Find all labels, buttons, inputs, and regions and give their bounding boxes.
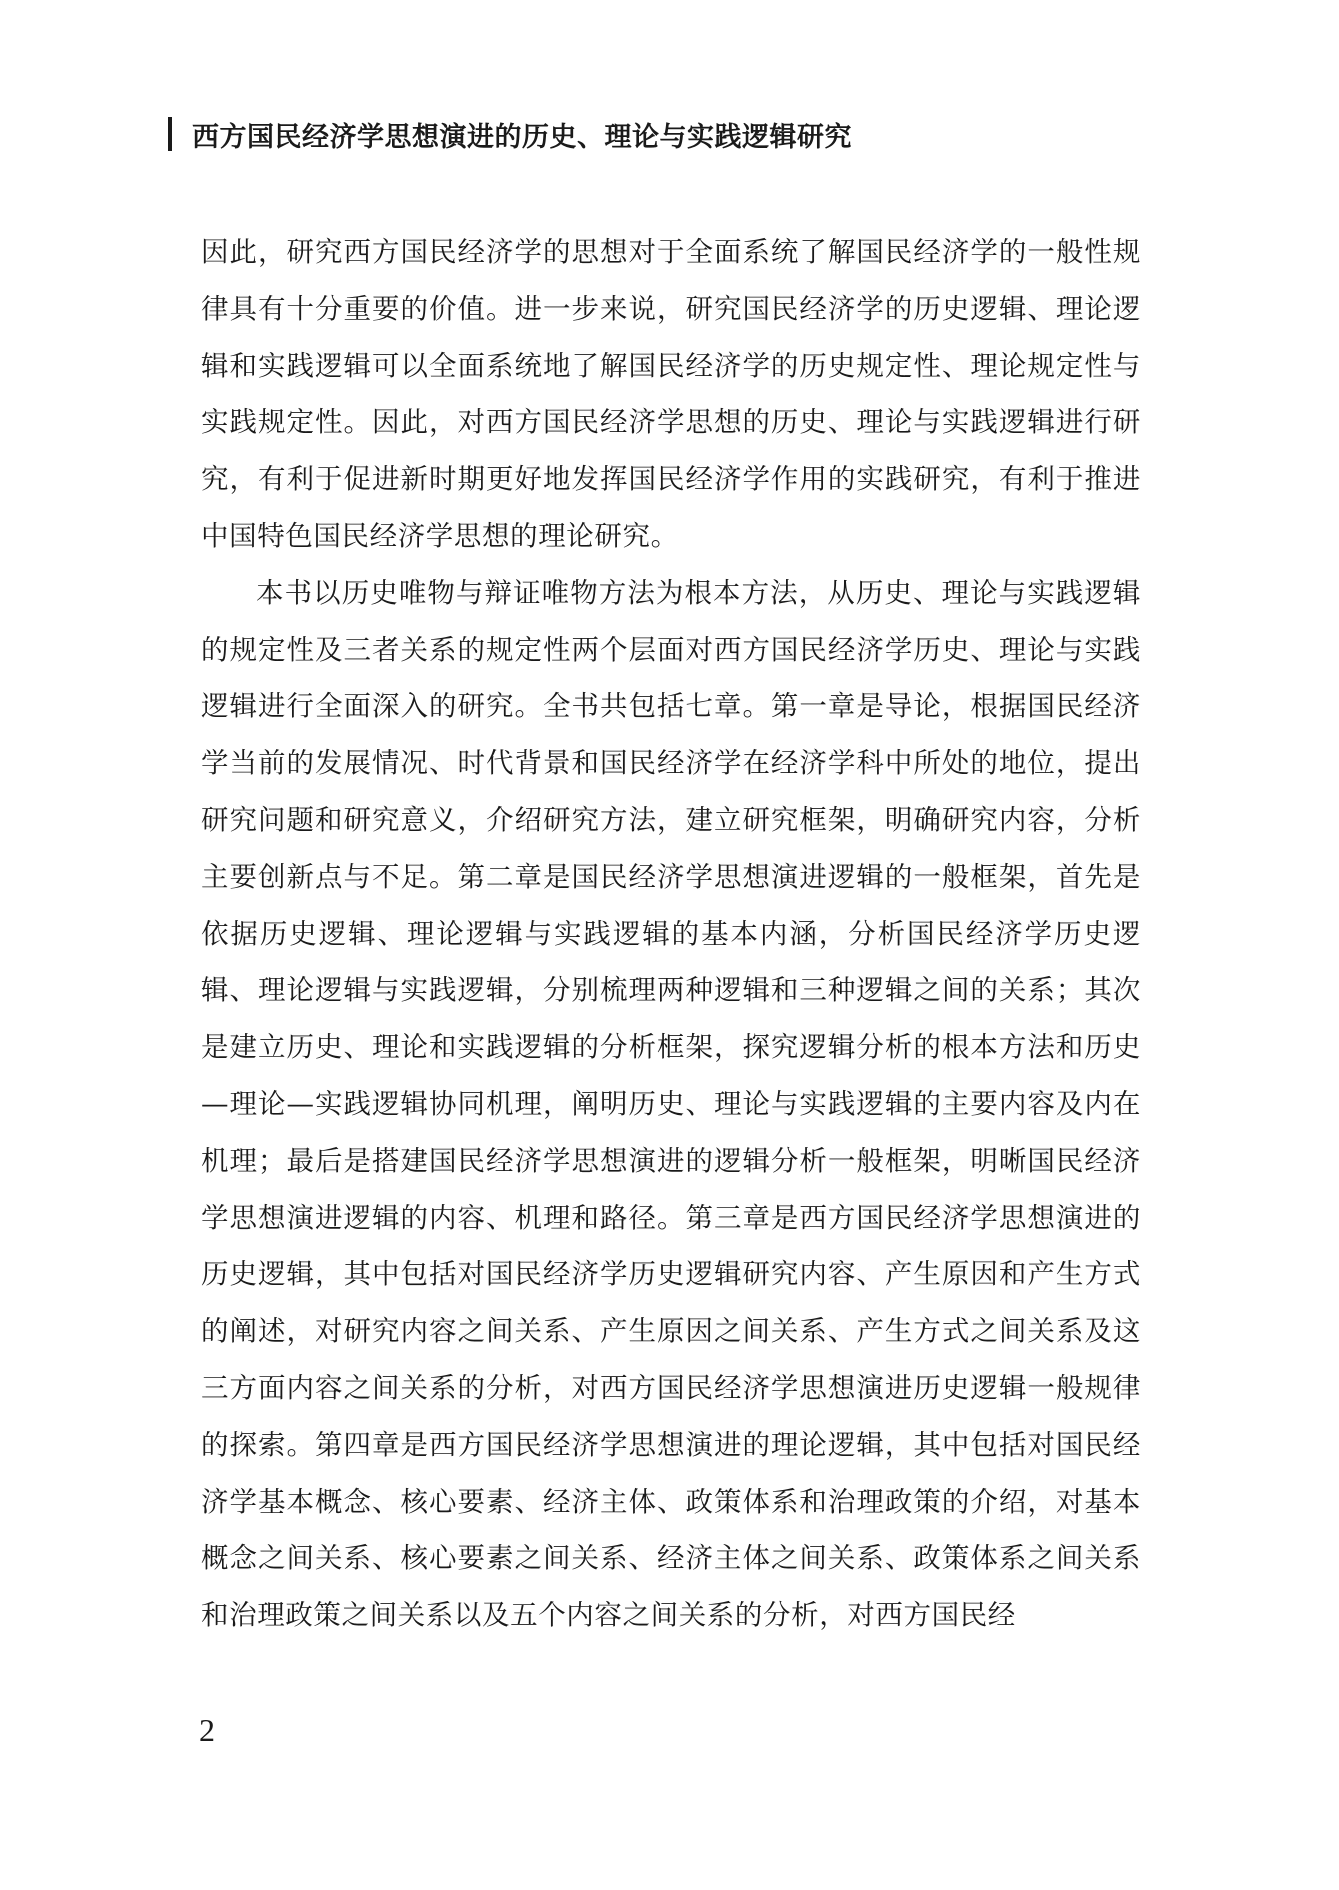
page-number: 2 — [199, 1712, 215, 1748]
header-rule — [168, 117, 172, 151]
paragraph-2: 本书以历史唯物与辩证唯物方法为根本方法，从历史、理论与实践逻辑的规定性及三者关系的规定性两个层面对西方国民经济学历史、理论与实践逻辑进行全面深入的研究。全书共包括七章。第一章是导论，根据国民经济学当前的发展情况、时代背景和国民经济学在经济学科中所处的地位，提出研究问题和研究意义，介绍研究方法，建立研究框架，明确研究内容，分析主要创新点与不足。第二章是国民经济学思想演进逻辑的一般框架，首先是依据历史逻辑、理论逻辑与实践逻辑的基本内涵，分析国民经济学历史逻辑、理论逻辑与实践逻辑，分别梳理两种逻辑和三种逻辑之间的关系；其次是建立历史、理论和实践逻辑的分析框架，探究逻辑分析的根本方法和历史—理论—实践逻辑协同机理，阐明历史、理论与实践逻辑的主要内容及内在机理；最后是搭建国民经济学思想演进的逻辑分析一般框架，明晰国民经济学思想演进逻辑的内容、机理和路径。第三章是西方国民经济学思想演进的历史逻辑，其中包括对国民经济学历史逻辑研究内容、产生原因和产生方式的阐述，对研究内容之间关系、产生原因之间关系、产生方式之间关系及这三方面内容之间关系的分析，对西方国民经济学思想演进历史逻辑一般规律的探索。第四章是西方国民经济学思想演进的理论逻辑，其中包括对国民经济学基本概念、核心要素、经济主体、政策体系和治理政策的介绍，对基本概念之间关系、核心要素之间关系、经济主体之间关系、政策体系之间关系和治理政策之间关系以及五个内容之间关系的分析，对西方国民经 — [201, 576, 1141, 1632]
body-text — [201, 224, 1141, 1644]
running-header — [168, 112, 852, 156]
paragraph-1: 因此，研究西方国民经济学的思想对于全面系统了解国民经济学的一般性规律具有十分重要的价值。进一步来说，研究国民经济学的历史逻辑、理论逻辑和实践逻辑可以全面系统地了解国民经济学的历史规定性、理论规定性与实践规定性。因此，对西方国民经济学思想的历史、理论与实践逻辑进行研究，有利于促进新时期更好地发挥国民经济学作用的实践研究，有利于推进中国特色国民经济学思想的理论研究。 — [201, 236, 1141, 552]
book-title: 西方国民经济学思想演进的历史、理论与实践逻辑研究 — [192, 121, 852, 153]
